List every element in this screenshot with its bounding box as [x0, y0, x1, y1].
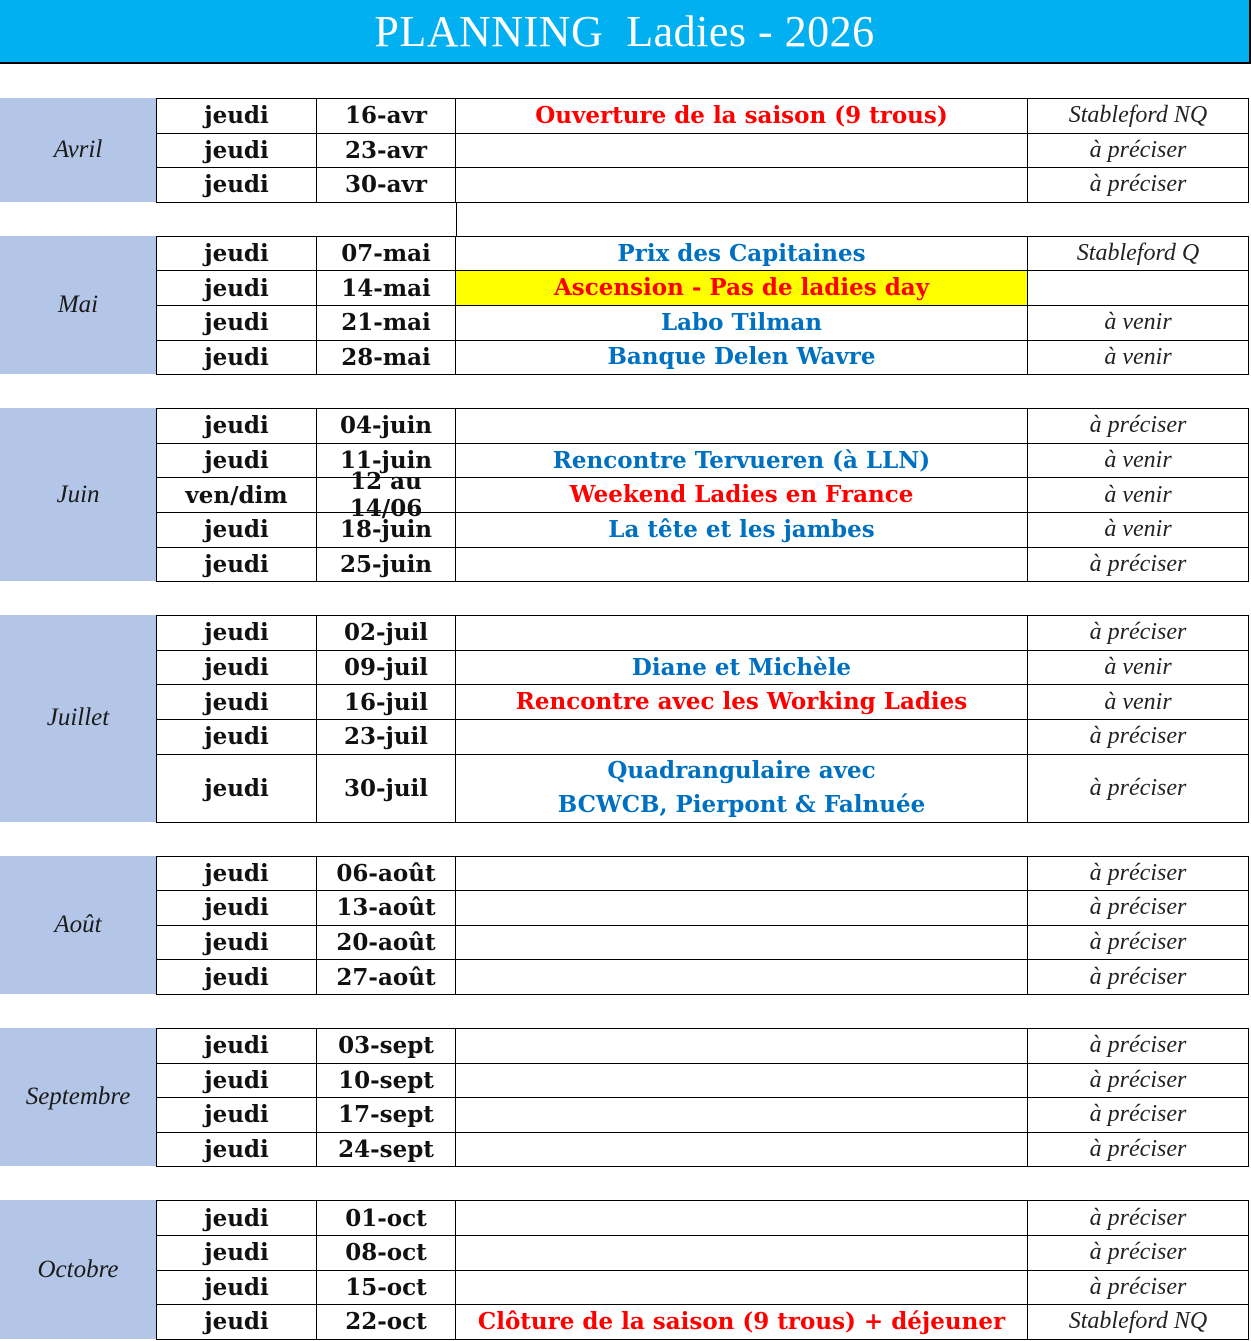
table-row [156, 1133, 1249, 1168]
day-cell: jeudi [156, 891, 317, 925]
format-cell: à préciser [1028, 755, 1249, 822]
event-cell: Ascension - Pas de ladies day [456, 271, 1028, 305]
date-cell: 02-juil [317, 616, 456, 650]
day-cell: jeudi [156, 1305, 317, 1339]
table-row [156, 720, 1249, 755]
event-cell [456, 960, 1028, 994]
format-cell: à préciser [1028, 1029, 1249, 1063]
format-cell: Stableford Q [1028, 237, 1249, 271]
day-cell: jeudi [156, 616, 317, 650]
format-cell [1028, 271, 1249, 305]
format-cell: à préciser [1028, 1271, 1249, 1305]
month-label: Juin [0, 408, 156, 581]
date-cell: 23-juil [317, 720, 456, 754]
format-cell: Stableford NQ [1028, 99, 1249, 133]
table-row [156, 306, 1249, 341]
format-cell: Stableford NQ [1028, 1305, 1249, 1339]
month-label: Mai [0, 236, 156, 374]
table-row [156, 926, 1249, 961]
date-cell: 16-juil [317, 685, 456, 719]
format-cell: à préciser [1028, 548, 1249, 582]
page-title: PLANNING Ladies - 2026 [374, 6, 875, 56]
format-cell: à venir [1028, 478, 1249, 512]
day-cell: jeudi [156, 444, 317, 478]
table-row [156, 1029, 1249, 1064]
day-cell: jeudi [156, 99, 317, 133]
table-row [156, 99, 1249, 134]
event-cell: La tête et les jambes [456, 513, 1028, 547]
date-cell: 27-août [317, 960, 456, 994]
table-row [156, 513, 1249, 548]
format-cell: à venir [1028, 651, 1249, 685]
format-cell: à venir [1028, 444, 1249, 478]
format-cell: à venir [1028, 685, 1249, 719]
event-cell [456, 891, 1028, 925]
date-cell: 17-sept [317, 1098, 456, 1132]
date-cell: 07-mai [317, 237, 456, 271]
date-cell: 14-mai [317, 271, 456, 305]
table-row [156, 1271, 1249, 1306]
month-block [0, 615, 1251, 821]
table-row [156, 891, 1249, 926]
table-row [156, 755, 1249, 823]
month-block [0, 856, 1251, 994]
table-row [156, 651, 1249, 686]
day-cell: jeudi [156, 651, 317, 685]
date-cell: 20-août [317, 926, 456, 960]
day-cell: jeudi [156, 134, 317, 168]
format-cell: à préciser [1028, 926, 1249, 960]
day-cell: jeudi [156, 548, 317, 582]
table-row [156, 616, 1249, 651]
month-label: Avril [0, 98, 156, 202]
day-cell: ven/dim [156, 478, 317, 512]
date-cell: 06-août [317, 857, 456, 891]
title-bar [0, 0, 1251, 64]
table-row [156, 134, 1249, 169]
table-row [156, 1064, 1249, 1099]
month-block [0, 408, 1251, 581]
day-cell: jeudi [156, 1271, 317, 1305]
date-cell: 01-oct [317, 1201, 456, 1235]
event-cell [456, 857, 1028, 891]
format-cell: à préciser [1028, 409, 1249, 443]
table-row [156, 960, 1249, 995]
format-cell: à préciser [1028, 134, 1249, 168]
day-cell: jeudi [156, 1098, 317, 1132]
table-row [156, 1236, 1249, 1271]
day-cell: jeudi [156, 1133, 317, 1167]
event-cell: Rencontre Tervueren (à LLN) [456, 444, 1028, 478]
day-cell: jeudi [156, 306, 317, 340]
event-cell [456, 1201, 1028, 1235]
format-cell: à préciser [1028, 720, 1249, 754]
format-cell: à venir [1028, 341, 1249, 375]
format-cell: à préciser [1028, 168, 1249, 202]
day-cell: jeudi [156, 960, 317, 994]
gap-border [156, 202, 456, 203]
date-cell: 30-avr [317, 168, 456, 202]
event-cell: Quadrangulaire avec BCWCB, Pierpont & Falnuée [456, 755, 1028, 822]
event-cell: Labo Tilman [456, 306, 1028, 340]
month-block [0, 1200, 1251, 1338]
format-cell: à préciser [1028, 1201, 1249, 1235]
date-cell: 28-mai [317, 341, 456, 375]
date-cell: 04-juin [317, 409, 456, 443]
day-cell: jeudi [156, 857, 317, 891]
table-row [156, 237, 1249, 272]
day-cell: jeudi [156, 685, 317, 719]
event-cell [456, 926, 1028, 960]
day-cell: jeudi [156, 1236, 317, 1270]
day-cell: jeudi [156, 168, 317, 202]
event-cell [456, 134, 1028, 168]
event-cell [456, 1271, 1028, 1305]
date-cell: 16-avr [317, 99, 456, 133]
date-cell: 11-juin [317, 444, 456, 478]
table-row [156, 168, 1249, 203]
table-row [156, 1098, 1249, 1133]
month-label: Octobre [0, 1200, 156, 1338]
date-cell: 09-juil [317, 651, 456, 685]
table-row [156, 409, 1249, 444]
date-cell: 21-mai [317, 306, 456, 340]
format-cell: à préciser [1028, 1098, 1249, 1132]
event-cell [456, 168, 1028, 202]
date-cell: 30-juil [317, 755, 456, 822]
table-row [156, 468, 1249, 523]
format-cell: à préciser [1028, 891, 1249, 925]
event-cell: Banque Delen Wavre [456, 341, 1028, 375]
format-cell: à venir [1028, 306, 1249, 340]
event-cell [456, 1029, 1028, 1063]
date-cell: 18-juin [317, 513, 456, 547]
event-cell: Ouverture de la saison (9 trous) [456, 99, 1028, 133]
day-cell: jeudi [156, 1201, 317, 1235]
event-cell [456, 720, 1028, 754]
format-cell: à préciser [1028, 1236, 1249, 1270]
day-cell: jeudi [156, 755, 317, 822]
gap-divider [456, 202, 457, 236]
event-cell [456, 616, 1028, 650]
month-label: Juillet [0, 615, 156, 821]
day-cell: jeudi [156, 409, 317, 443]
table-row [156, 548, 1249, 583]
month-block [0, 98, 1251, 202]
event-cell [456, 409, 1028, 443]
event-cell: Diane et Michèle [456, 651, 1028, 685]
event-cell [456, 1098, 1028, 1132]
day-cell: jeudi [156, 720, 317, 754]
table-row [156, 685, 1249, 720]
day-cell: jeudi [156, 513, 317, 547]
day-cell: jeudi [156, 271, 317, 305]
date-cell: 13-août [317, 891, 456, 925]
event-cell [456, 1133, 1028, 1167]
event-cell: Prix des Capitaines [456, 237, 1028, 271]
day-cell: jeudi [156, 1064, 317, 1098]
table-row [156, 1305, 1249, 1340]
format-cell: à préciser [1028, 616, 1249, 650]
event-cell [456, 1236, 1028, 1270]
date-cell: 08-oct [317, 1236, 456, 1270]
event-cell [456, 1064, 1028, 1098]
table-row [156, 271, 1249, 306]
table-row [156, 857, 1249, 892]
month-label: Août [0, 856, 156, 994]
format-cell: à préciser [1028, 960, 1249, 994]
event-cell: Rencontre avec les Working Ladies [456, 685, 1028, 719]
table-row [156, 341, 1249, 376]
format-cell: à venir [1028, 513, 1249, 547]
event-cell [456, 548, 1028, 582]
date-cell: 15-oct [317, 1271, 456, 1305]
day-cell: jeudi [156, 926, 317, 960]
date-cell: 03-sept [317, 1029, 456, 1063]
day-cell: jeudi [156, 1029, 317, 1063]
event-cell: Weekend Ladies en France [456, 478, 1028, 512]
month-block [0, 236, 1251, 374]
date-cell: 25-juin [317, 548, 456, 582]
date-cell: 24-sept [317, 1133, 456, 1167]
day-cell: jeudi [156, 341, 317, 375]
month-block [0, 1028, 1251, 1166]
event-cell: Clôture de la saison (9 trous) + déjeuner [456, 1305, 1028, 1339]
date-cell: 22-oct [317, 1305, 456, 1339]
format-cell: à préciser [1028, 857, 1249, 891]
date-cell: 23-avr [317, 134, 456, 168]
date-cell: 10-sept [317, 1064, 456, 1098]
day-cell: jeudi [156, 237, 317, 271]
month-label: Septembre [0, 1028, 156, 1166]
format-cell: à préciser [1028, 1064, 1249, 1098]
table-row [156, 1201, 1249, 1236]
date-cell: 12 au 14/06 [317, 478, 456, 512]
format-cell: à préciser [1028, 1133, 1249, 1167]
